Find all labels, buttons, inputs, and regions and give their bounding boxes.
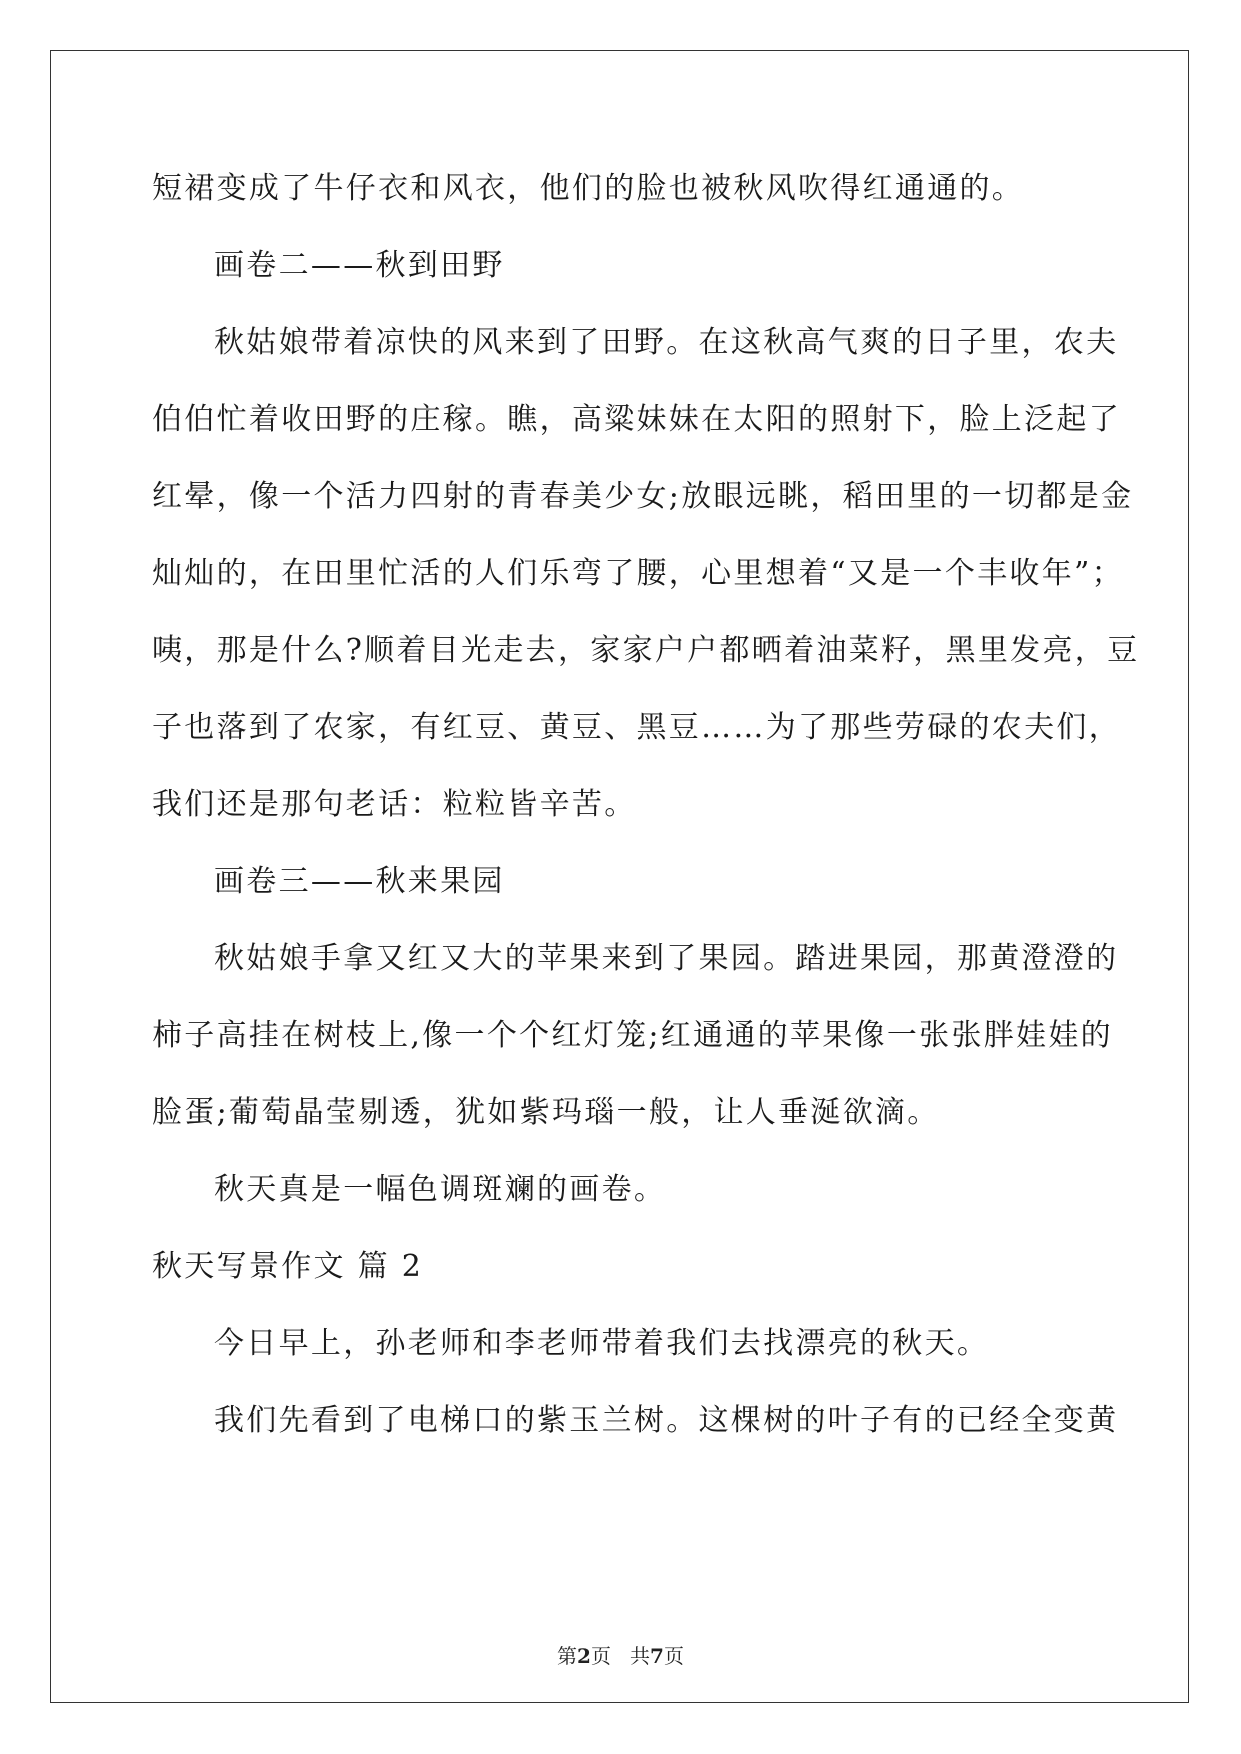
- footer-middle: 页 共: [590, 1644, 651, 1668]
- text-line-10: 画卷三——秋来果园: [214, 864, 505, 899]
- text-line-11: 秋姑娘手拿又红又大的苹果来到了果园。踏进果园，那黄澄澄的: [214, 941, 1119, 976]
- text-line-16: 今日早上，孙老师和李老师带着我们去找漂亮的秋天。: [214, 1326, 990, 1361]
- text-line-8: 子也落到了农家，有红豆、黄豆、黑豆……为了那些劳碌的农夫们，: [152, 710, 1121, 745]
- document-body: [152, 150, 1140, 1459]
- text-line-13: 脸蛋;葡萄晶莹剔透，犹如紫玛瑙一般，让人垂涎欲滴。: [152, 1095, 940, 1130]
- text-line-12: 柿子高挂在树枝上,像一个个红灯笼;红通通的苹果像一张张胖娃娃的: [152, 1018, 1113, 1053]
- text-line-2: 画卷二——秋到田野: [214, 248, 505, 283]
- text-line-5: 红晕，像一个活力四射的青春美少女;放眼远眺，稻田里的一切都是金: [152, 479, 1134, 514]
- current-page-number: 2: [577, 1644, 591, 1668]
- text-line-14: 秋天真是一幅色调斑斓的画卷。: [214, 1172, 667, 1207]
- text-line-7: 咦，那是什么?顺着目光走去，家家户户都晒着油菜籽，黑里发亮，豆: [152, 633, 1140, 668]
- text-line-9: 我们还是那句老话：粒粒皆辛苦。: [152, 787, 637, 822]
- text-line-3: 秋姑娘带着凉快的风来到了田野。在这秋高气爽的日子里，农夫: [214, 325, 1119, 360]
- text-line-4: 伯伯忙着收田野的庄稼。瞧，高粱妹妹在太阳的照射下，脸上泛起了: [152, 402, 1121, 437]
- text-line-17: 我们先看到了电梯口的紫玉兰树。这棵树的叶子有的已经全变黄: [214, 1403, 1119, 1438]
- text-line-6: 灿灿的，在田里忙活的人们乐弯了腰，心里想着“又是一个丰收年”；: [152, 556, 1124, 591]
- page-footer: [0, 1640, 1241, 1669]
- section-heading: 秋天写景作文 篇 2: [152, 1249, 424, 1284]
- total-page-number: 7: [650, 1644, 664, 1668]
- footer-prefix: 第: [557, 1644, 578, 1668]
- footer-suffix: 页: [663, 1644, 684, 1668]
- text-line-1: 短裙变成了牛仔衣和风衣，他们的脸也被秋风吹得红通通的。: [152, 171, 1025, 206]
